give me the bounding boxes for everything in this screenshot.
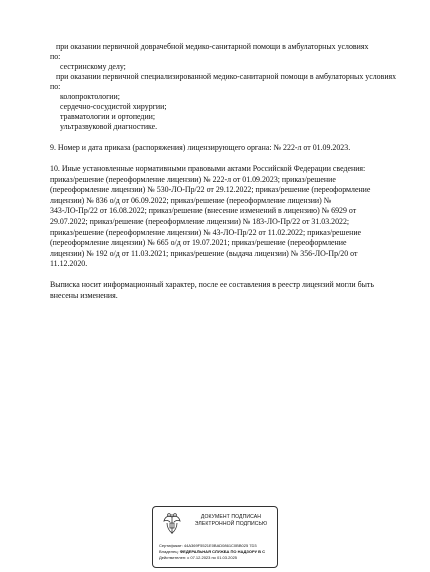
other-information-line: приказ/решение (переоформление лицензии) № 222-л от 01.09.2023; приказ/решение (50, 174, 336, 184)
stamp-validity (159, 555, 277, 560)
service-nursing: сестринскому делу; (60, 62, 126, 71)
other-information-line: (переоформление лицензии) № 665 о/д от 19.07.2021; приказ/решение (переоформление (50, 238, 347, 248)
stamp-title-line2: ЭЛЕКТРОННОЙ ПОДПИСЬЮ (194, 521, 268, 527)
stamp-title-line1: ДОКУМЕНТ ПОДПИСАН (200, 514, 262, 520)
disclaimer-note (50, 280, 400, 301)
other-information-line: 343-ЛО-Пр/22 от 16.08.2022; приказ/решение (внесение изменений в лицензию) № 6929 от (50, 206, 357, 216)
stamp-owner-value: ФЕДЕРАЛЬНАЯ СЛУЖБА ПО НАДЗОРУ В С (179, 549, 266, 554)
other-information-line: лицензии) № 192 о/д от 11.03.2021; приказ/решение (выдача лицензии) № 356-ЛО-Пр/20 от (50, 248, 358, 258)
stamp-cert-value: 44A369F5521E0BAD0861C0BB025 7D3 (183, 543, 257, 548)
stamp-valid-value: с 07.12.2023 по 01.03.2025 (187, 555, 238, 560)
stamp-owner (159, 549, 277, 554)
coat-of-arms-icon (161, 511, 183, 537)
stamp-cert-label: Сертификат: (159, 543, 183, 548)
other-information-line: лицензии) № 836 о/д от 06.09.2022; приказ/решение (переоформление лицензии) № (50, 195, 332, 205)
service-ultrasound: ультразвуковой диагностике. (60, 122, 158, 131)
service-coloproctology: колопроктологии; (60, 92, 120, 101)
service-primary-specialized: при оказании первичной специализированной медико-санитарной помощи в амбулаторных условиях (56, 72, 397, 81)
stamp-valid-label: Действителен: (159, 555, 187, 560)
other-information (50, 164, 400, 270)
other-information-line: (переоформление лицензии) № 530-ЛО-Пр/22 от 29.12.2022; приказ/решение (переоформление (50, 185, 371, 195)
other-information-line: приказ/решение (переоформление лицензии) № 43-ЛО-Пр/22 от 11.02.2022; приказ/решение (50, 227, 362, 237)
stamp-owner-label: Владелец: (159, 549, 179, 554)
service-cardiovascular-surgery: сердечно-сосудистой хирургии; (60, 102, 167, 111)
disclaimer-line: внесены изменения. (50, 290, 118, 300)
electronic-signature-stamp (152, 506, 278, 568)
other-information-line: 10. Иные установленные нормативными правовыми актами Российской Федерации сведения: (50, 164, 366, 173)
license-order-number: 9. Номер и дата приказа (распоряжения) лицензирующего органа: № 222-л от 01.09.2023. (50, 143, 351, 152)
other-information-line: 29.07.2022; приказ/решение (переоформление лицензии) № 183-ЛО-Пр/22 от 31.03.2022; (50, 216, 350, 226)
service-traumatology: травматологии и ортопедии; (60, 112, 156, 121)
service-primary-premedical: при оказании первичной доврачебной медико-санитарной помощи в амбулаторных условиях (56, 42, 369, 51)
other-information-line: 11.12.2020. (50, 259, 88, 269)
disclaimer-line: Выписка носит информационный характер, после ее составления в реестр лицензий могли быть (50, 280, 374, 289)
stamp-certificate (159, 543, 277, 548)
service-primary-premedical-po: по: (50, 52, 61, 61)
service-primary-specialized-po: по: (50, 82, 61, 91)
